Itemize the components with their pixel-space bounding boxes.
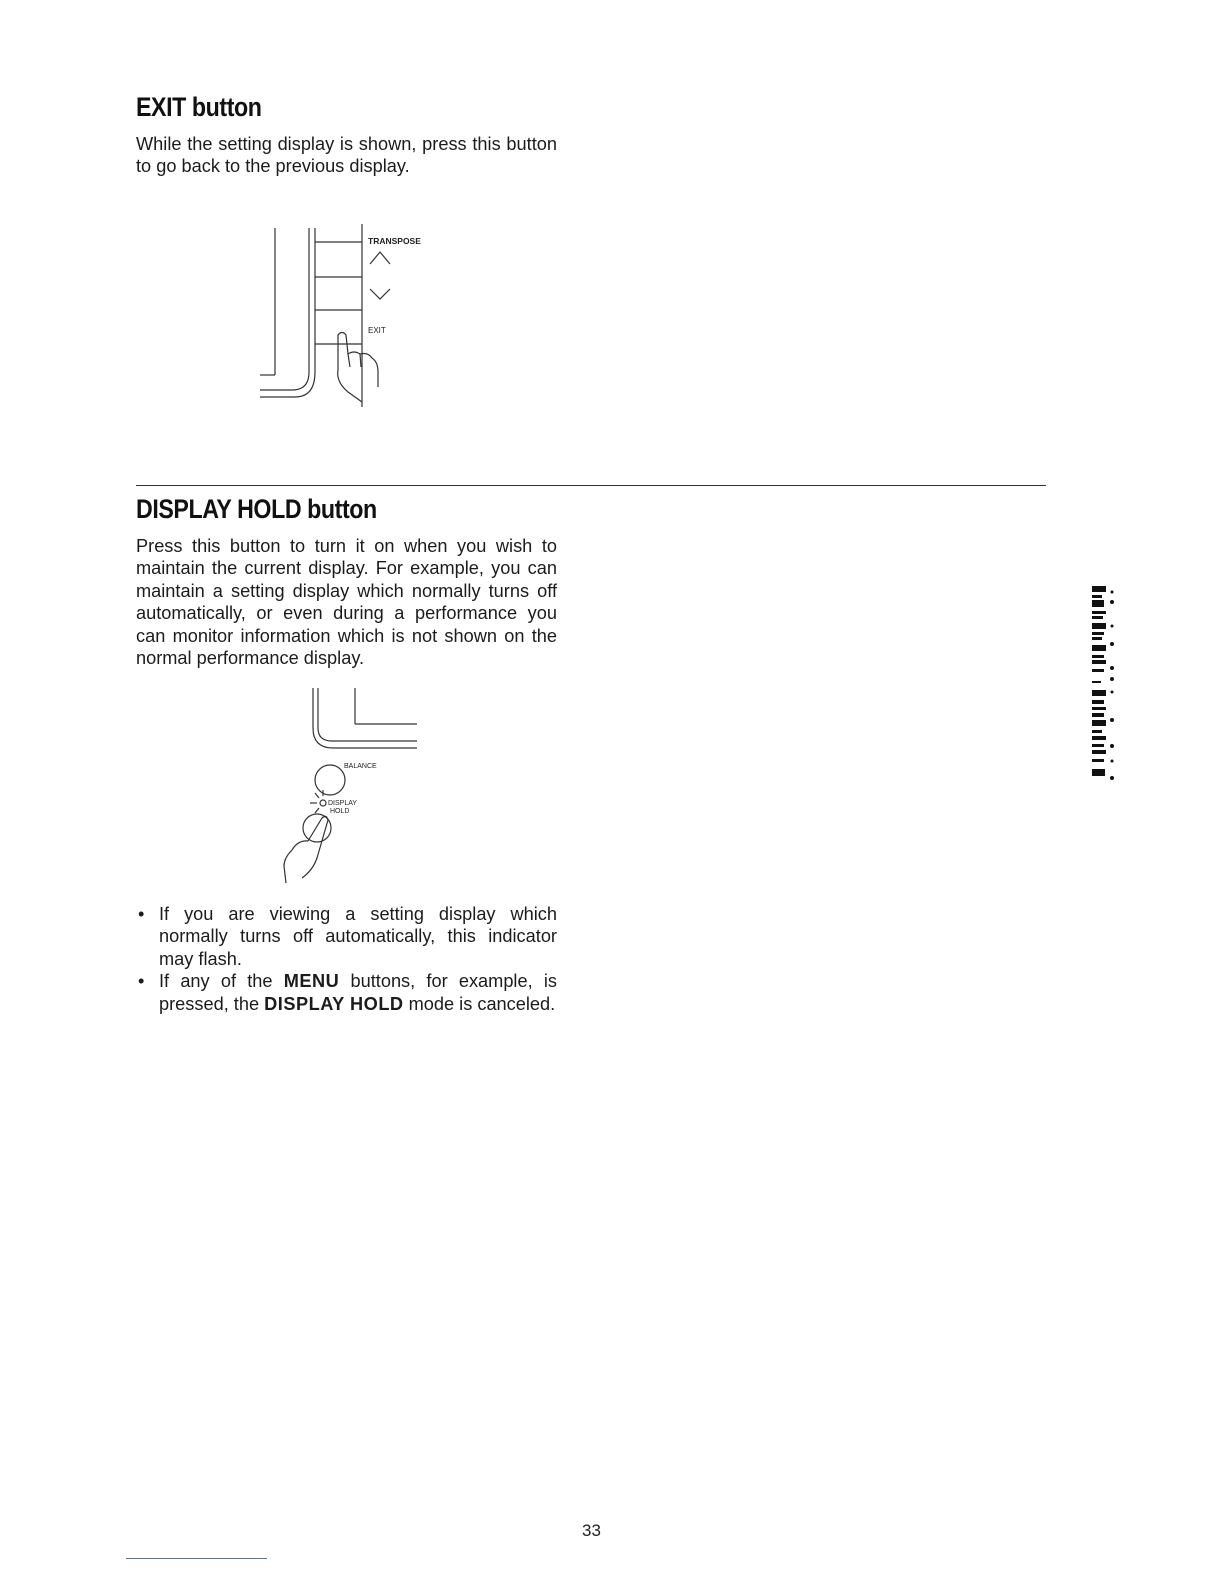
note-item <box>136 970 557 1015</box>
transpose-label: TRANSPOSE <box>368 236 421 246</box>
section-divider <box>136 485 1046 486</box>
exit-button-illustration <box>250 222 450 417</box>
display-hold-term: DISPLAY HOLD <box>264 993 404 1014</box>
note-item <box>136 903 557 970</box>
footer-line <box>126 1558 267 1559</box>
exit-section-heading: EXIT button <box>136 92 262 122</box>
display-hold-button-illustration <box>270 688 430 893</box>
display-label: DISPLAY <box>328 800 358 807</box>
display-hold-notes <box>136 903 557 1015</box>
page-number: 33 <box>582 1521 601 1540</box>
display-hold-section-heading: DISPLAY HOLD button <box>136 494 377 524</box>
balance-label: BALANCE <box>344 763 377 770</box>
menu-term: MENU <box>283 971 340 992</box>
display-hold-section-body: Press this button to turn it on when you wish to maintain the current display. For example, you can maintain a setting display which normally turns off automatically, or even during a performance you can monitor information which is not shown on the normal performance display. <box>136 536 557 669</box>
note-text-post: mode is canceled. <box>403 993 556 1014</box>
note-text: If you are viewing a setting display which normally turns off automatically, this indicator may flash. <box>159 904 557 969</box>
exit-section-body: While the setting display is shown, press this button to go back to the previous display. <box>136 134 557 177</box>
note-text-mid: buttons, for example, is pressed, the <box>159 971 557 1014</box>
note-text-pre: If any of the <box>159 971 284 992</box>
thumb-index-tab-graphic <box>1090 586 1124 786</box>
exit-label: EXIT <box>368 326 386 335</box>
hold-label: HOLD <box>330 808 350 815</box>
